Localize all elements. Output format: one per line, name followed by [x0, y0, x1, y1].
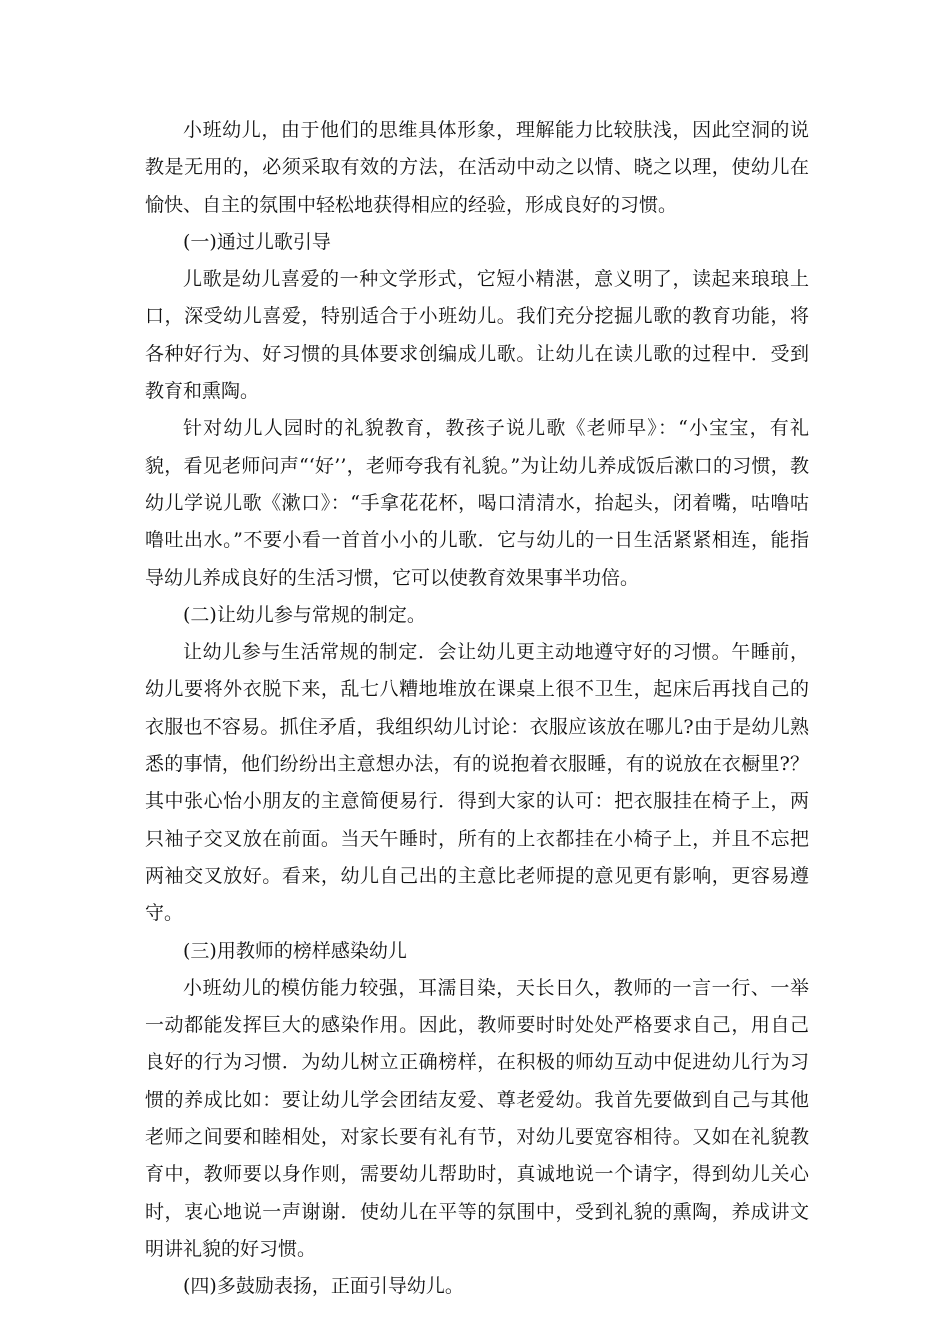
section-heading-4: (四)多鼓励表扬，正面引导幼儿。: [183, 1275, 464, 1298]
paragraph-intro: 小班幼儿，由于他们的思维具体形象，理解能力比较肤浅，因此空洞的说教是无用的，必须采取有效的方法，在活动中动之以情、晓之以理，使幼儿在愉快、自主的氛围中轻松地获得相应的经验，形成良好的习惯。: [145, 119, 809, 216]
section-heading-2: (二)让幼儿参与常规的制定。: [183, 603, 426, 626]
paragraph-routine-rules: 让幼儿参与生活常规的制定．会让幼儿更主动地遵守好的习惯。午睡前，幼儿要将外衣脱下来，乱七八糟地堆放在课桌上很不卫生，起床后再找自己的衣服也不容易。抓住矛盾，我组织幼儿讨论：衣服应该放在哪儿?由于是幼儿熟悉的事情，他们纷纷出主意想办法，有的说抱着衣服睡，有的说放在衣橱里?？其中张心怡小朋友的主意简便易行．得到大家的认可：把衣服挂在椅子上，两只袖子交叉放在前面。当天午睡时，所有的上衣都挂在小椅子上，并且不忘把两袖交叉放好。看来，幼儿自己出的主意比老师提的意见更有影响，更容易遵守。: [145, 641, 809, 925]
paragraph-teacher-example: 小班幼儿的模仿能力较强，耳濡目染，天长日久，教师的一言一行、一举一动都能发挥巨大的感染作用。因此，教师要时时处处严格要求自己，用自己良好的行为习惯．为幼儿树立正确榜样，在积极的师幼互动中促进幼儿行为习惯的养成比如：要让幼儿学会团结友爱、尊老爱幼。我首先要做到自己与其他老师之间要和睦相处，对家长要有礼有节，对幼儿要宽容相待。又如在礼貌教育中，教师要以身作则，需要幼儿帮助时，真诚地说一个请字，得到幼儿关心时，衷心地说一声谢谢．使幼儿在平等的氛围中，受到礼貌的熏陶，养成讲文明讲礼貌的好习惯。: [145, 976, 809, 1260]
section-heading-1: (一)通过儿歌引导: [183, 230, 331, 253]
document-page: [145, 112, 809, 1306]
paragraph-rhyme-examples: 针对幼儿人园时的礼貌教育，教孩子说儿歌《老师早》：“小宝宝，有礼貌，看见老师问声“‘好’’，老师夸我有礼貌。”为让幼儿养成饭后漱口的习惯，教幼儿学说儿歌《漱口》：“手拿花花杯，喝口清清水，抬起头，闭着嘴，咕噜咕噜吐出水。”不要小看一首首小小的儿歌．它与幼儿的一日生活紧紧相连，能指导幼儿养成良好的生活习惯，它可以使教育效果事半功倍。: [145, 417, 809, 589]
paragraph-nursery-rhyme: 儿歌是幼儿喜爱的一种文学形式，它短小精湛，意义明了，读起来琅琅上口，深受幼儿喜爱，特别适合于小班幼儿。我们充分挖掘儿歌的教育功能，将各种好行为、好习惯的具体要求创编成儿歌。让幼儿在读儿歌的过程中．受到教育和熏陶。: [145, 268, 809, 403]
section-heading-3: (三)用教师的榜样感染幼儿: [183, 939, 407, 962]
